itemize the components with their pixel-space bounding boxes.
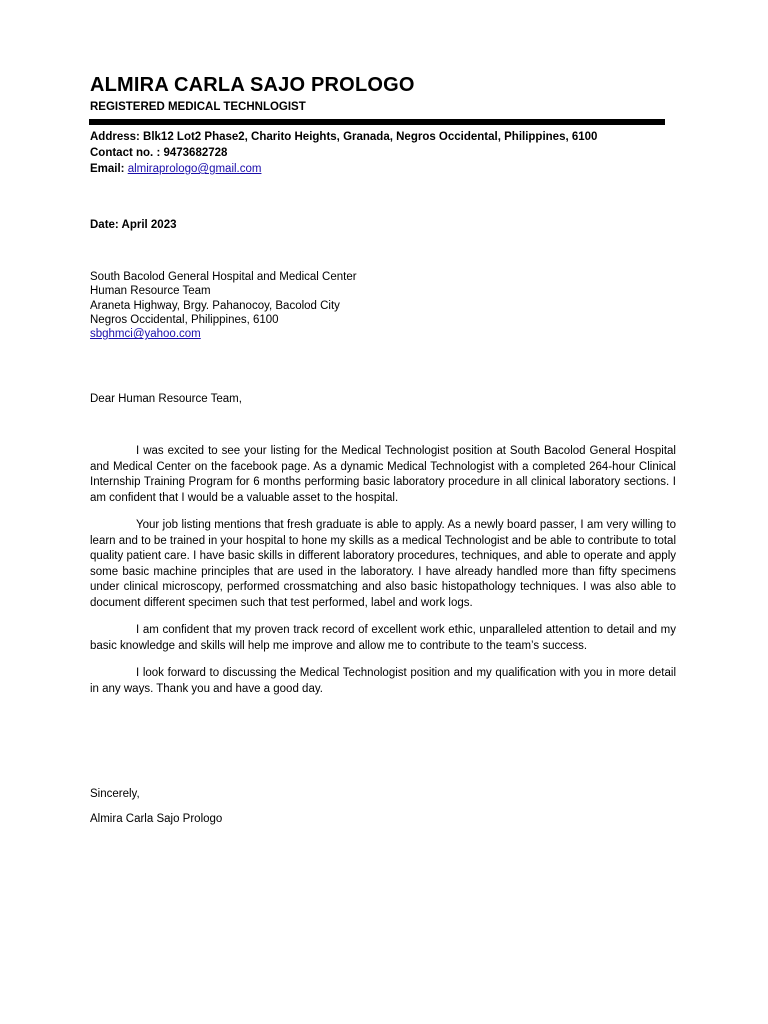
header-divider bbox=[89, 119, 665, 125]
contact-email-line bbox=[90, 163, 261, 175]
applicant-name: ALMIRA CARLA SAJO PROLOGO bbox=[90, 74, 415, 96]
closing: Sincerely, bbox=[90, 788, 140, 800]
contact-email-label: Email: bbox=[90, 163, 128, 175]
applicant-title: REGISTERED MEDICAL TECHNLOGIST bbox=[90, 101, 306, 113]
contact-address: Address: Blk12 Lot2 Phase2, Charito Heights, Granada, Negros Occidental, Philippines, 6100 bbox=[90, 131, 598, 143]
recipient-organization: South Bacolod General Hospital and Medical Center bbox=[90, 271, 357, 283]
recipient-street: Araneta Highway, Brgy. Pahanocoy, Bacolod City bbox=[90, 299, 340, 312]
body-paragraph: Your job listing mentions that fresh graduate is able to apply. As a newly board passer, I am very willing to learn and to be trained in your hospital to hone my skills as a medical Technologist and be able to contribute to total quality patient care. I have basic skills in different laboratory procedures, techniques, and able to operate and apply some basic machine principles that are used in the laboratory. I have already handled more than fifty specimens under clinical microscopy, performed crossmatching and also basic histopathology techniques. I was also able to document different specimen such that test performed, label and work logs. bbox=[90, 519, 677, 609]
recipient-block bbox=[90, 270, 357, 341]
body-paragraph: I am confident that my proven track record of excellent work ethic, unparalleled attention to detail and my basic knowledge and skills will help me improve and allow me to contribute to the team’s success. bbox=[90, 624, 676, 652]
salutation: Dear Human Resource Team, bbox=[90, 393, 242, 405]
letter-body bbox=[90, 444, 676, 709]
contact-phone: Contact no. : 9473682728 bbox=[90, 147, 228, 159]
recipient-email-link[interactable]: sbghmci@yahoo.com bbox=[90, 328, 201, 341]
signature-name: Almira Carla Sajo Prologo bbox=[90, 813, 223, 825]
letter-date: Date: April 2023 bbox=[90, 219, 177, 231]
recipient-department: Human Resource Team bbox=[90, 285, 211, 298]
body-paragraph: I look forward to discussing the Medical Technologist position and my qualification with you in more detail in any ways. Thank you and have a good day. bbox=[90, 667, 676, 695]
body-paragraph: I was excited to see your listing for the Medical Technologist position at South Bacolod General Hospital and Medical Center on the facebook page. As a dynamic Medical Technologist with a completed 264-hour Clinical Internship Training Program for 6 months performing basic laboratory procedure in all clinical laboratory sections. I am confident that I would be a valuable asset to the hospital. bbox=[90, 445, 676, 504]
contact-email-link[interactable]: almiraprologo@gmail.com bbox=[127, 163, 262, 175]
recipient-region: Negros Occidental, Philippines, 6100 bbox=[90, 313, 279, 326]
